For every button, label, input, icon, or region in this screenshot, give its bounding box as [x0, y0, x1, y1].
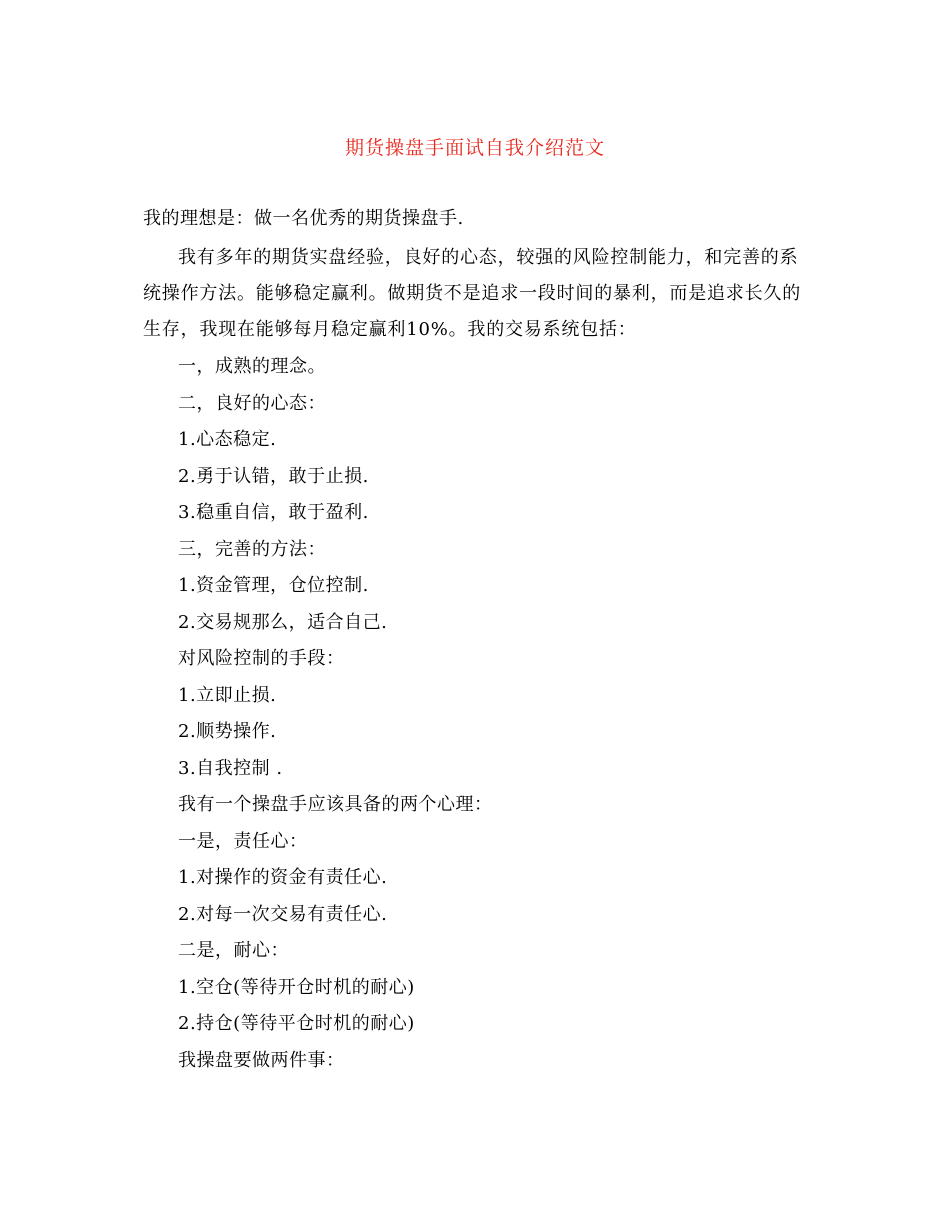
content-list — [178, 349, 798, 1079]
list-item: 三，完善的方法： — [178, 538, 326, 560]
list-item: 2.交易规那么，适合自己. — [178, 611, 388, 633]
list-item: 2.勇于认错，敢于止损. — [178, 465, 369, 487]
list-item: 1.心态稳定. — [178, 429, 277, 450]
list-item: 1.空仓(等待开仓时机的耐心) — [178, 976, 415, 998]
list-item: 2.对每一次交易有责任心. — [178, 903, 388, 925]
list-item: 二，良好的心态： — [178, 392, 326, 414]
list-item: 1.立即止损. — [178, 684, 277, 706]
list-item: 3.稳重自信，敢于盈利. — [178, 502, 369, 523]
list-item: 我操盘要做两件事： — [178, 1049, 345, 1071]
lead-sentence: 我的理想是：做一名优秀的期货操盘手. — [143, 208, 464, 229]
intro-paragraph: 我有多年的期货实盘经验，良好的心态，较强的风险控制能力，和完善的系统操作方法。能够稳定赢利。做期货不是追求一段时间的暴利，而是追求长久的生存，我现在能够每月稳定赢利10%。我的交易系统包括： — [143, 247, 801, 340]
list-item: 3.自我控制 . — [178, 757, 283, 779]
list-item: 2.持仓(等待平仓时机的耐心) — [178, 1013, 415, 1034]
list-item: 我有一个操盘手应该具备的两个心理： — [178, 794, 493, 815]
document-title: 期货操盘手面试自我介绍范文 — [344, 137, 605, 159]
list-item: 二是，耐心： — [178, 940, 289, 961]
list-item: 一是，责任心： — [178, 830, 308, 852]
list-item: 对风险控制的手段： — [178, 648, 345, 669]
list-item: 一，成熟的理念。 — [178, 356, 326, 377]
list-item: 1.对操作的资金有责任心. — [178, 867, 388, 888]
list-item: 2.顺势操作. — [178, 721, 277, 742]
list-item: 1.资金管理，仓位控制. — [178, 575, 369, 596]
